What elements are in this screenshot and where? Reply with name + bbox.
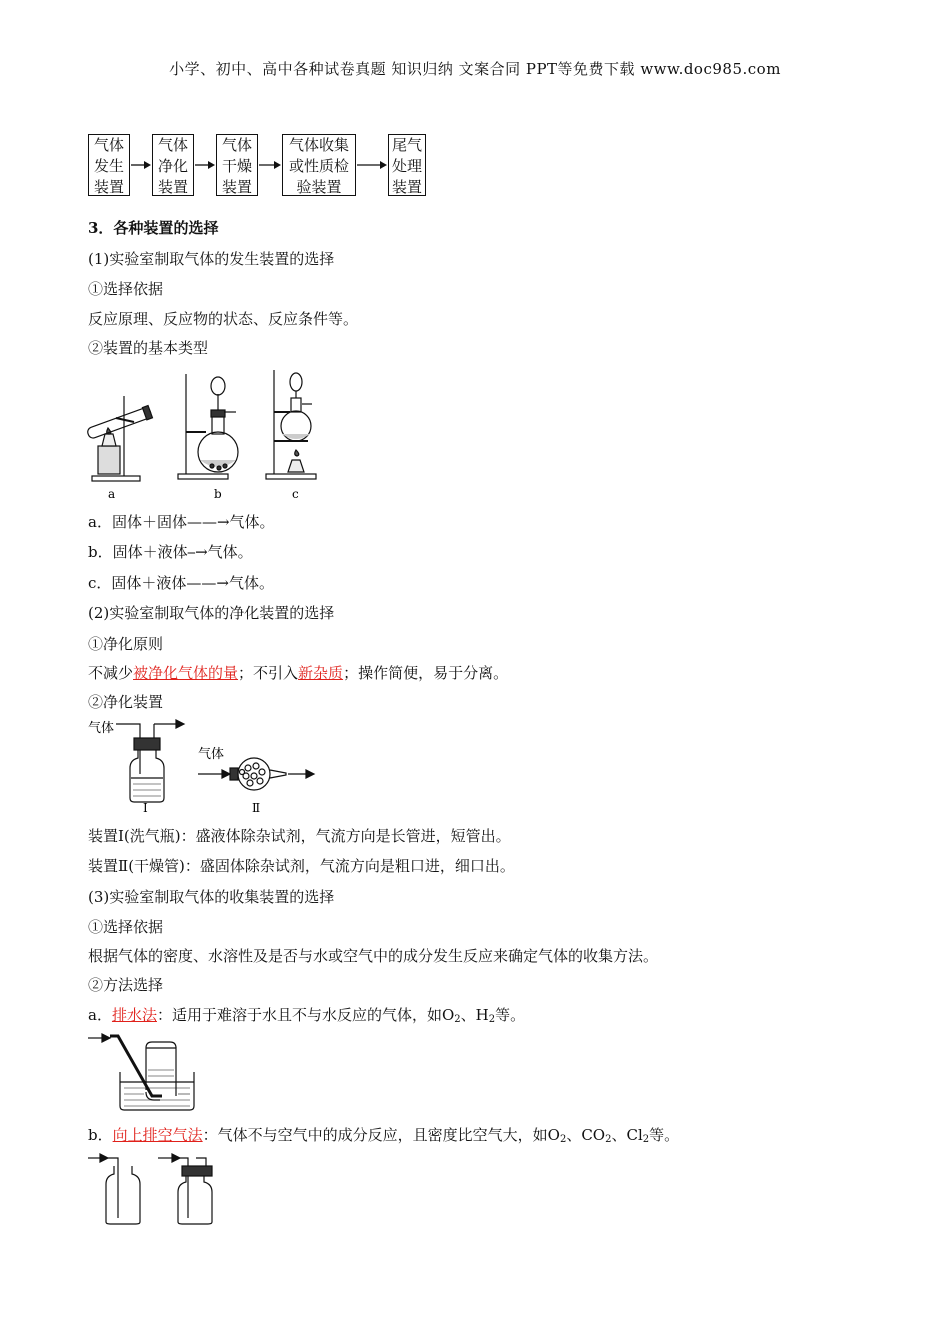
fig1-label-a: a xyxy=(108,487,116,501)
s3-b-sub-1: 2 xyxy=(559,1134,567,1145)
flow-arrow xyxy=(195,158,215,172)
air-bottle-1 xyxy=(88,1154,140,1224)
gas-flow-chart xyxy=(88,134,448,200)
purification-apparatus-figure xyxy=(86,716,326,816)
s2-text-3: ；操作简便，易于分离。 xyxy=(343,664,509,682)
flow-box-purification xyxy=(152,134,194,196)
s2-red-2: 新杂质 xyxy=(298,664,344,682)
s3-basis-text: 根据气体的密度、水溶性及是否与水或空气中的成分发生反应来确定气体的收集方法。 xyxy=(88,947,659,965)
flow-arrow xyxy=(131,158,151,172)
s3-b-sub-3: 2 xyxy=(642,1134,650,1145)
flow-box-text: 尾气 处理 装置 xyxy=(391,136,422,196)
s3-a-end: 等。 xyxy=(495,1006,526,1024)
s1-types: ②装置的基本类型 xyxy=(88,339,209,357)
page-header: 小学、初中、高中各种试卷真题 知识归纳 文案合同 PPT等免费下载 www.doc985.com xyxy=(169,60,781,78)
fig1-label-b: b xyxy=(214,487,222,501)
air-bottle-2 xyxy=(158,1154,212,1224)
s3-method-a xyxy=(88,1005,525,1030)
s3-method: ②方法选择 xyxy=(88,976,164,994)
s2-text-2: ；不引入 xyxy=(238,664,299,682)
s3-a-red: 排水法 xyxy=(111,1006,157,1024)
s2-principle-text xyxy=(88,663,508,683)
s2-principle: ①净化原则 xyxy=(88,635,164,653)
wash-bottle xyxy=(116,720,184,802)
s3-b-prefix: b． xyxy=(88,1126,113,1144)
apparatus-b xyxy=(178,374,238,479)
apparatus-c xyxy=(266,370,316,479)
s2-text-1: 不减少 xyxy=(88,664,134,682)
generation-apparatus-figure xyxy=(86,366,336,502)
s1-item-b: b．固体＋液体⎯→气体。 xyxy=(88,543,253,561)
fig1-label-c: c xyxy=(292,487,299,501)
fig2-gas-label-1: 气体 xyxy=(88,721,115,736)
s3-a-sub-2: 2 xyxy=(488,1014,496,1025)
s2-device-2-desc: 装置Ⅱ(干燥管)：盛固体除杂试剂，气流方向是粗口进，细口出。 xyxy=(88,857,515,875)
flow-arrow xyxy=(357,158,387,172)
s3-b-mid-1: 、CO xyxy=(566,1126,606,1144)
upward-air-displacement-figure xyxy=(86,1152,226,1228)
s2-title: (2)实验室制取气体的净化装置的选择 xyxy=(88,604,335,622)
fig2-label-2: Ⅱ xyxy=(252,801,261,815)
flow-box-collection xyxy=(282,134,356,196)
drying-tube xyxy=(198,758,314,790)
apparatus-a xyxy=(86,396,152,481)
fig2-label-1: Ⅰ xyxy=(143,801,148,815)
s1-title: (1)实验室制取气体的发生装置的选择 xyxy=(88,250,335,268)
flow-box-text: 气体收集 或性质检 验装置 xyxy=(288,136,349,196)
s3-b-end: 等。 xyxy=(649,1126,680,1144)
s3-basis: ①选择依据 xyxy=(88,918,164,936)
section-3-title: 3．各种装置的选择 xyxy=(88,219,219,237)
flow-box-drying xyxy=(216,134,258,196)
flow-arrow xyxy=(259,158,281,172)
flow-box-generation xyxy=(88,134,130,196)
s1-basis-text: 反应原理、反应物的状态、反应条件等。 xyxy=(88,310,359,328)
s3-b-sub-2: 2 xyxy=(605,1134,612,1145)
s3-a-text: ：适用于难溶于水且不与水反应的气体，如O xyxy=(156,1006,455,1024)
s3-a-mid: 、H xyxy=(460,1006,489,1024)
flow-box-text: 气体 干燥 装置 xyxy=(221,136,252,196)
s3-a-sub-1: 2 xyxy=(454,1014,461,1025)
s3-method-b xyxy=(88,1125,679,1150)
s3-a-prefix: a． xyxy=(88,1006,112,1024)
s3-b-red: 向上排空气法 xyxy=(112,1126,203,1144)
flow-box-text: 气体 净化 装置 xyxy=(157,136,188,196)
s2-device: ②净化装置 xyxy=(88,693,164,711)
s1-item-a: a．固体＋固体——→气体。 xyxy=(88,513,275,531)
s3-title: (3)实验室制取气体的收集装置的选择 xyxy=(88,888,335,906)
flow-box-text: 气体 发生 装置 xyxy=(93,136,124,196)
s3-b-text: ：气体不与空气中的成分反应，且密度比空气大，如O xyxy=(202,1126,560,1144)
flow-box-tail-gas xyxy=(388,134,426,196)
fig2-gas-label-2: 气体 xyxy=(198,747,225,762)
s3-b-mid-2: 、Cl xyxy=(611,1126,643,1144)
s1-basis: ①选择依据 xyxy=(88,280,164,298)
water-displacement-figure xyxy=(86,1030,196,1114)
s2-device-1-desc: 装置Ⅰ(洗气瓶)：盛液体除杂试剂，气流方向是长管进，短管出。 xyxy=(88,827,511,845)
s2-red-1: 被净化气体的量 xyxy=(133,664,239,682)
s1-item-c: c．固体＋液体——→气体。 xyxy=(88,574,274,592)
